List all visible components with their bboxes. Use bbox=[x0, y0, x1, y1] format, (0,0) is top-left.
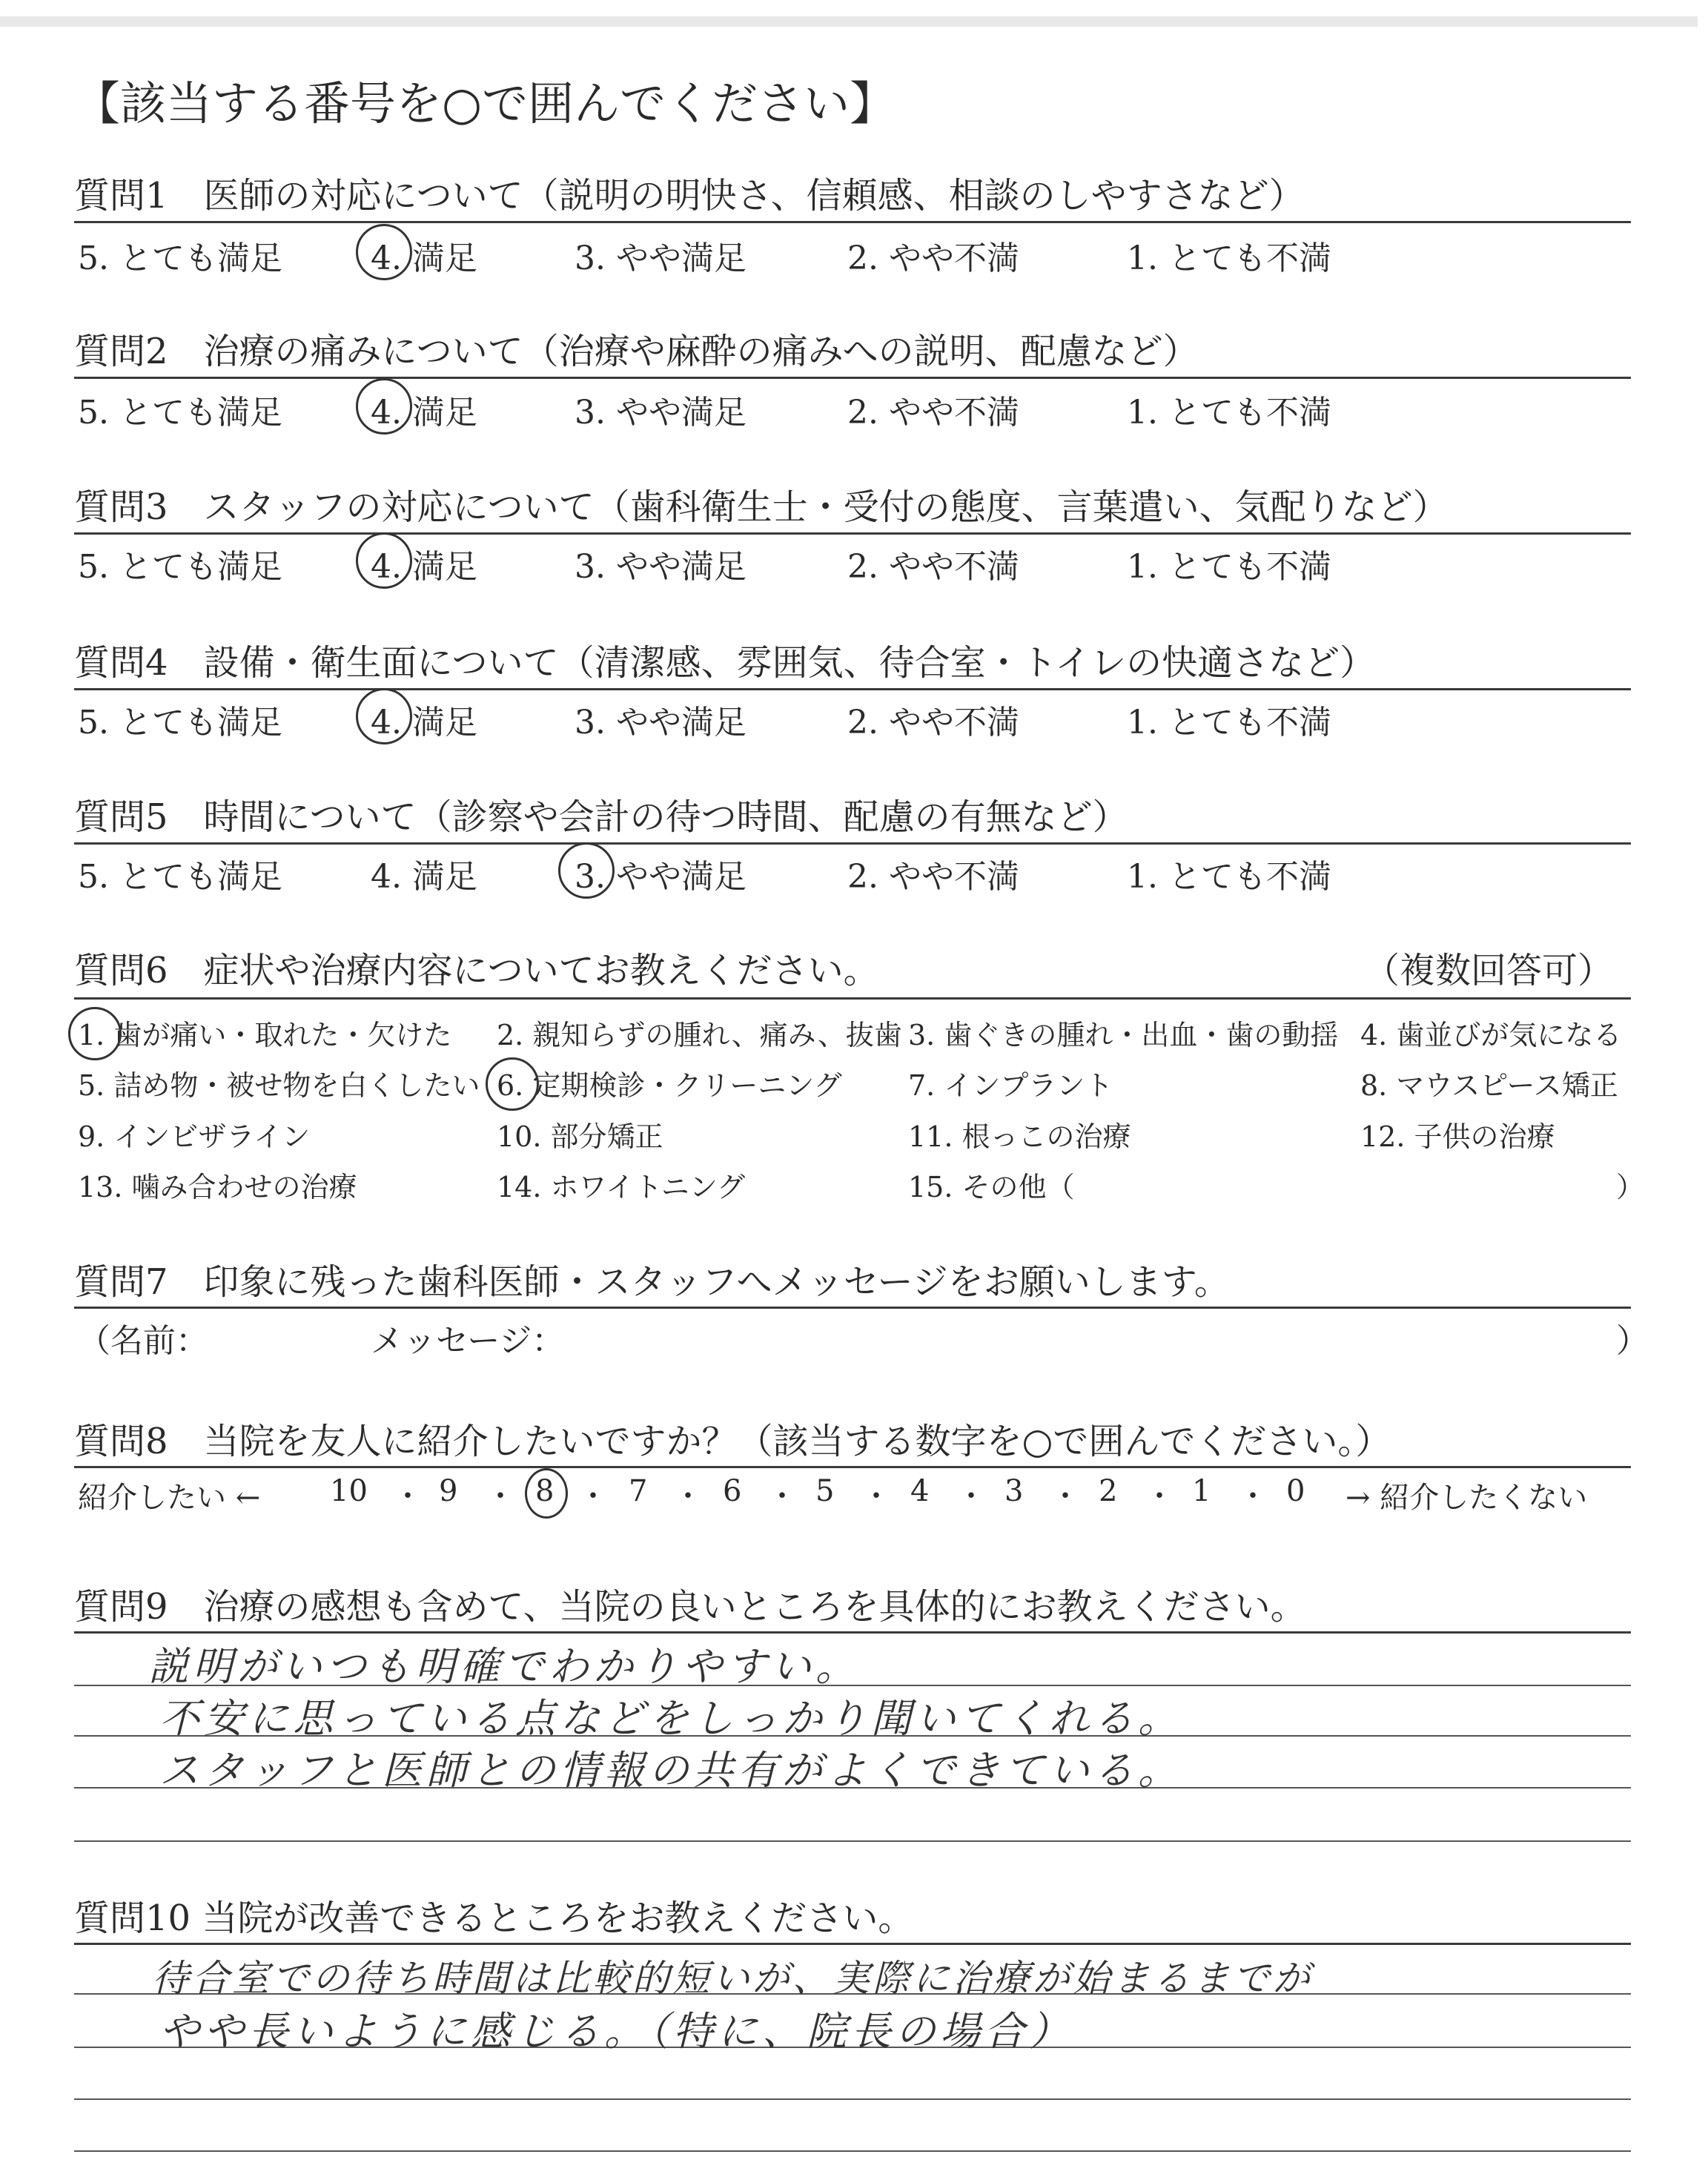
option-5[interactable]: 5. とても満足 bbox=[78, 394, 282, 432]
question-title: 質問6 症状や治療内容についてお教えください。 bbox=[74, 950, 879, 991]
question-title: 質問5 時間について（診察や会計の待つ時間、配慮の有無など） bbox=[74, 796, 1128, 838]
option-5[interactable]: 5. とても満足 bbox=[78, 704, 282, 742]
divider bbox=[74, 221, 1631, 223]
option-3[interactable]: 3. やや満足 bbox=[575, 858, 747, 896]
message-label: メッセージ： bbox=[371, 1322, 565, 1360]
scale-9[interactable]: 9 bbox=[439, 1474, 458, 1508]
scale-1[interactable]: 1 bbox=[1192, 1474, 1211, 1508]
symptom-option[interactable]: 12. 子供の治療 bbox=[1360, 1120, 1555, 1153]
symptom-option[interactable]: 8. マウスピース矯正 bbox=[1360, 1069, 1618, 1102]
symptom-option[interactable]: 9. インビザライン bbox=[78, 1120, 311, 1153]
name-label: （名前： bbox=[78, 1322, 208, 1360]
scale-0[interactable]: 0 bbox=[1286, 1474, 1305, 1508]
scale-dot: ・ bbox=[578, 1479, 608, 1513]
question-title: 質問8 当院を友人に紹介したいですか？（該当する数字を○で囲んでください。） bbox=[74, 1421, 1391, 1462]
scale-7[interactable]: 7 bbox=[629, 1474, 648, 1508]
option-1[interactable]: 1. とても不満 bbox=[1127, 548, 1331, 586]
answer-line bbox=[74, 1840, 1631, 1842]
option-2[interactable]: 2. やや不満 bbox=[847, 858, 1019, 896]
scale-dot: ・ bbox=[861, 1479, 891, 1513]
question-title: 質問2 治療の痛みについて（治療や麻酔の痛みへの説明、配慮など） bbox=[74, 331, 1199, 372]
option-4[interactable]: 4. 満足 bbox=[371, 240, 477, 277]
page-header: 【該当する番号を○で囲んでください】 bbox=[74, 76, 896, 131]
recommend-right-label: → 紹介したくない bbox=[1345, 1481, 1588, 1515]
divider bbox=[74, 532, 1631, 535]
option-2[interactable]: 2. やや不満 bbox=[847, 704, 1019, 742]
handwritten-answer: 不安に思っている点などをしっかり聞いてくれる。 bbox=[159, 1695, 1182, 1742]
option-3[interactable]: 3. やや満足 bbox=[575, 394, 747, 432]
divider bbox=[74, 842, 1631, 845]
option-2[interactable]: 2. やや不満 bbox=[847, 394, 1019, 432]
symptom-option[interactable]: 5. 詰め物・被せ物を白くしたい bbox=[78, 1069, 480, 1102]
divider bbox=[74, 688, 1631, 690]
close-paren: ） bbox=[1616, 1322, 1649, 1360]
symptom-option[interactable]: 1. 歯が痛い・取れた・欠けた bbox=[78, 1019, 452, 1051]
selection-circle bbox=[356, 532, 412, 589]
question-title: 質問4 設備・衛生面について（清潔感、雰囲気、待合室・トイレの快適さなど） bbox=[74, 642, 1376, 684]
scale-dot: ・ bbox=[1238, 1479, 1268, 1513]
answer-line bbox=[74, 2150, 1631, 2152]
option-5[interactable]: 5. とても満足 bbox=[78, 240, 282, 277]
symptom-option[interactable]: 11. 根っこの治療 bbox=[908, 1120, 1131, 1153]
option-3[interactable]: 3. やや満足 bbox=[575, 548, 747, 586]
option-2[interactable]: 2. やや不満 bbox=[847, 548, 1019, 586]
scale-4[interactable]: 4 bbox=[910, 1474, 930, 1508]
handwritten-answer: スタッフと医師との情報の共有がよくできている。 bbox=[159, 1747, 1182, 1794]
scale-5[interactable]: 5 bbox=[815, 1474, 835, 1508]
scale-2[interactable]: 2 bbox=[1099, 1474, 1118, 1508]
scale-dot: ・ bbox=[1050, 1479, 1080, 1513]
divider bbox=[74, 1943, 1631, 1945]
scale-dot: ・ bbox=[956, 1479, 986, 1513]
option-5[interactable]: 5. とても満足 bbox=[78, 548, 282, 586]
selection-circle bbox=[356, 688, 412, 744]
option-4[interactable]: 4. 満足 bbox=[371, 704, 477, 742]
option-4[interactable]: 4. 満足 bbox=[371, 394, 477, 432]
option-1[interactable]: 1. とても不満 bbox=[1127, 704, 1331, 742]
question-title: 質問7 印象に残った歯科医師・スタッフへメッセージをお願いします。 bbox=[74, 1261, 1230, 1303]
question-title: 質問1 医師の対応について（説明の明快さ、信頼感、相談のしやすさなど） bbox=[74, 175, 1305, 217]
selection-circle bbox=[356, 224, 412, 280]
divider bbox=[74, 997, 1631, 1000]
option-1[interactable]: 1. とても不満 bbox=[1127, 240, 1331, 277]
scale-3[interactable]: 3 bbox=[1004, 1474, 1024, 1508]
other-close-paren: ） bbox=[1616, 1171, 1645, 1203]
answer-line bbox=[74, 2098, 1631, 2100]
symptom-option[interactable]: 15. その他（ bbox=[908, 1171, 1075, 1203]
option-5[interactable]: 5. とても満足 bbox=[78, 858, 282, 896]
question-title: 質問3 スタッフの対応について（歯科衛生士・受付の態度、言葉遣い、気配りなど） bbox=[74, 486, 1449, 528]
handwritten-answer: 待合室での待ち時間は比較的短いが、実際に治療が始まるまでが bbox=[152, 1957, 1313, 2000]
symptom-option[interactable]: 10. 部分矯正 bbox=[497, 1120, 663, 1153]
scale-dot: ・ bbox=[673, 1479, 703, 1513]
handwritten-answer: やや長いように感じる。（特に、院長の場合） bbox=[159, 2008, 1073, 2055]
question-title: 質問9 治療の感想も含めて、当院の良いところを具体的にお教えください。 bbox=[74, 1586, 1306, 1628]
option-1[interactable]: 1. とても不満 bbox=[1127, 858, 1331, 896]
option-1[interactable]: 1. とても不満 bbox=[1127, 394, 1331, 432]
option-3[interactable]: 3. やや満足 bbox=[575, 240, 747, 277]
selection-circle bbox=[558, 842, 615, 899]
symptom-option[interactable]: 6. 定期検診・クリーニング bbox=[497, 1069, 842, 1102]
scale-dot: ・ bbox=[767, 1479, 797, 1513]
recommend-left-label: 紹介したい ← bbox=[78, 1481, 261, 1515]
option-4[interactable]: 4. 満足 bbox=[371, 858, 477, 896]
option-2[interactable]: 2. やや不満 bbox=[847, 240, 1019, 277]
divider bbox=[74, 1466, 1631, 1468]
scale-dot: ・ bbox=[1145, 1479, 1174, 1513]
question-title: 質問10 当院が改善できるところをお教えください。 bbox=[74, 1898, 914, 1939]
divider bbox=[74, 1307, 1631, 1309]
scale-dot: ・ bbox=[486, 1479, 515, 1513]
handwritten-answer: 説明がいつも明確でわかりやすい。 bbox=[148, 1643, 860, 1690]
selection-circle bbox=[525, 1468, 568, 1519]
symptom-option[interactable]: 13. 噛み合わせの治療 bbox=[78, 1171, 357, 1203]
scale-dot: ・ bbox=[393, 1479, 423, 1513]
scale-10[interactable]: 10 bbox=[330, 1474, 368, 1508]
option-3[interactable]: 3. やや満足 bbox=[575, 704, 747, 742]
symptom-option[interactable]: 3. 歯ぐきの腫れ・出血・歯の動揺 bbox=[908, 1019, 1339, 1051]
selection-circle bbox=[486, 1057, 539, 1111]
symptom-option[interactable]: 4. 歯並びが気になる bbox=[1360, 1019, 1622, 1051]
symptom-option[interactable]: 14. ホワイトニング bbox=[497, 1171, 746, 1203]
scale-6[interactable]: 6 bbox=[723, 1474, 742, 1508]
selection-circle bbox=[356, 378, 412, 435]
symptom-option[interactable]: 2. 親知らずの腫れ、痛み、抜歯 bbox=[497, 1019, 902, 1051]
symptom-option[interactable]: 7. インプラント bbox=[908, 1069, 1113, 1102]
divider bbox=[74, 377, 1631, 379]
scale-8[interactable]: 8 bbox=[535, 1474, 555, 1508]
scan-edge bbox=[0, 16, 1698, 27]
divider bbox=[74, 1631, 1631, 1634]
option-4[interactable]: 4. 満足 bbox=[371, 548, 477, 586]
selection-circle bbox=[68, 1007, 122, 1060]
multi-answer-note: （複数回答可） bbox=[1364, 950, 1614, 991]
